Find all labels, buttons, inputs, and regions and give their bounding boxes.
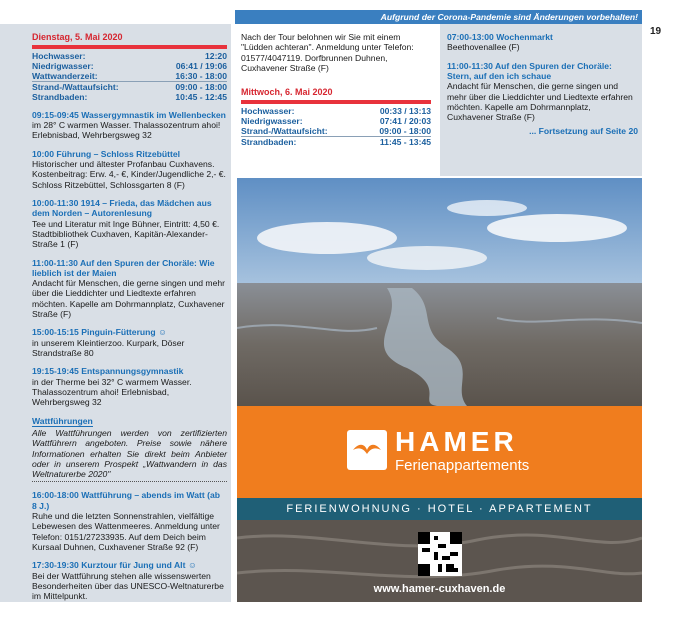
event-item	[32, 366, 227, 407]
tide-label: Strandbaden:	[32, 91, 88, 102]
page-number: 19	[650, 26, 662, 37]
section-heading: Wattführungen	[32, 415, 93, 426]
tide-row	[241, 116, 431, 126]
qr-code-icon	[418, 532, 462, 576]
tide-row	[32, 61, 227, 71]
event-item	[32, 490, 227, 552]
tide-label: Strand-/Wattaufsicht:	[241, 126, 360, 137]
event-item	[447, 32, 638, 53]
column-wednesday-events	[440, 24, 642, 176]
event-title: 07:00-13:00 Wochenmarkt	[447, 32, 553, 42]
event-title: 17:30-19:30 Kurztour für Jung und Alt ☺	[32, 560, 197, 571]
tide-value: 11:45 - 13:45	[379, 137, 431, 148]
event-description: Beethovenallee (F)	[447, 42, 520, 53]
hamer-advertisement	[237, 178, 642, 602]
column-wednesday	[237, 24, 435, 176]
website-url: www.hamer-cuxhaven.de	[373, 583, 506, 595]
column-tuesday	[0, 24, 231, 602]
tide-value: 09:00 - 18:00	[175, 81, 227, 92]
tide-label: Niedrigwasser:	[32, 60, 94, 71]
event-title: 11:00-11:30 Auf den Spuren der Choräle: Stern, auf den ich schaue	[447, 60, 612, 81]
event-title: 16:00-18:00 Wattführung – abends im Watt (ab 8 J.)	[32, 490, 220, 511]
event-description: Andacht für Menschen, die gerne singen und mehr über die Lieddichter und Liedtexte erfahren möchten. Kapelle am Dohrmannplatz, Cuxhavener Straße (F)	[32, 278, 226, 320]
tagline-bar: FERIENWOHNUNG · HOTEL · APPARTEMENT	[237, 498, 642, 520]
tide-row	[32, 81, 227, 92]
tide-label: Strand-/Wattaufsicht:	[32, 81, 119, 92]
brand-panel	[237, 406, 642, 498]
tide-row	[241, 126, 431, 137]
day-heading: Mittwoch, 6. Mai 2020	[241, 87, 431, 104]
event-item	[447, 61, 638, 123]
event-item	[32, 110, 227, 141]
event-title: 15:00-15:15 Pinguin-Fütterung ☺	[32, 327, 167, 338]
tide-value: 10:45 - 12:45	[175, 91, 227, 102]
event-description: Bei der Wattführung stehen alle wissenswerten Besonderheiten über das UNESCO-Weltnaturerbe im Mittelpunkt.	[32, 570, 224, 602]
event-description: Tee und Literatur mit Inge Bühner, Eintritt: 4,50 €. Stadtbibliothek Cuxhaven, Kapitän-Alexander-Straße 1 (F)	[32, 218, 220, 250]
tide-value: 09:00 - 18:00	[360, 126, 431, 137]
event-title: 11:00-11:30 Auf den Spuren der Choräle: Wie lieblich ist der Maien	[32, 257, 215, 278]
event-description: in unserem Kleintierzoo. Kurpark, Döser Strandstraße 80	[32, 337, 185, 359]
brand-name: HAMER	[395, 426, 518, 457]
brand-subtitle: Ferienappartements	[395, 457, 530, 474]
tide-row	[32, 51, 227, 61]
tide-row	[241, 106, 431, 116]
event-description: im 28° C warmen Wasser. Thalassozentrum ahoi! Erlebnisbad, Wehrbergsweg 32	[32, 120, 221, 141]
bird-logo-icon	[347, 430, 387, 470]
tide-label: Wattwanderzeit:	[32, 71, 154, 82]
section-note: Alle Wattführungen werden von zertifizierten Wattführern angeboten. Preise sowie nähere Informationen erhalten Sie direkt beim Anbieter oder in unserem Prospekt „Wattwandern in das Weltnaturerbe 2020"	[32, 428, 227, 483]
tide-row	[241, 137, 431, 148]
continued-text: Nach der Tour belohnen wir Sie mit einem "Lüdden achteran". Anmeldung unter Telefon: 01577/4047119. Dorfbrunnen Duhnen, Cuxhavener Straße (F)	[241, 32, 414, 73]
event-item	[32, 198, 227, 250]
day-heading: Dienstag, 5. Mai 2020	[32, 32, 227, 49]
tide-value: 16:30 - 18:00	[154, 71, 227, 82]
tide-value: 07:41 / 20:03	[379, 116, 431, 127]
event-description: in der Therme bei 32° C warmem Wasser. Thalassozentrum ahoi! Erlebnisbad, Wehrbergsweg 32	[32, 376, 192, 408]
event-description: Andacht für Menschen, die gerne singen und mehr über die Lieddichter und Liedtexte erfahren möchten. Kapelle am Dohrmannplatz, Cuxhavener Straße (F)	[447, 81, 633, 123]
tide-value: 12:20	[205, 50, 227, 61]
tide-table	[32, 51, 227, 102]
continuation-note: ... Fortsetzung auf Seite 20	[529, 125, 638, 136]
event-description: Ruhe und die letzten Sonnenstrahlen, vielfältige Lebewesen des Wattenmeeres. Anmeldung unter Telefon: 0151/27233935. Auf dem Deich beim Kursaal Duhnen, Cuxhavener Straße 92 (F)	[32, 511, 220, 553]
corona-notice-banner: Aufgrund der Corona-Pandemie sind Änderungen vorbehalten!	[235, 10, 642, 24]
tide-value: 06:41 / 19:06	[175, 60, 227, 71]
event-title: 19:15-19:45 Entspannungsgymnastik	[32, 366, 184, 377]
tide-label: Niedrigwasser:	[241, 116, 303, 127]
event-title: 10:00 Führung – Schloss Ritzebüttel	[32, 148, 181, 159]
event-title: 09:15-09:45 Wassergymnastik im Wellenbecken	[32, 109, 226, 120]
tide-row	[32, 92, 227, 102]
event-item	[32, 327, 227, 358]
event-item	[32, 560, 227, 601]
tide-label: Hochwasser:	[32, 50, 86, 61]
event-item	[32, 149, 227, 190]
event-title: 10:00-11:30 1914 – Frieda, das Mädchen aus dem Norden – Autorenlesung	[32, 197, 212, 219]
tide-table	[241, 106, 431, 147]
tide-value: 00:33 / 13:13	[379, 106, 431, 117]
event-description: Historischer und ältester Profanbau Cuxhavens. Kostenbeitrag: Erw. 4,- €, Kinder/Jugendliche 2,- €. Schloss Ritzebüttel, Schlossgarten 8 (F)	[32, 159, 226, 190]
tide-row	[32, 71, 227, 82]
event-item	[32, 258, 227, 320]
tide-label: Hochwasser:	[241, 106, 295, 117]
tide-label: Strandbaden:	[241, 137, 297, 148]
